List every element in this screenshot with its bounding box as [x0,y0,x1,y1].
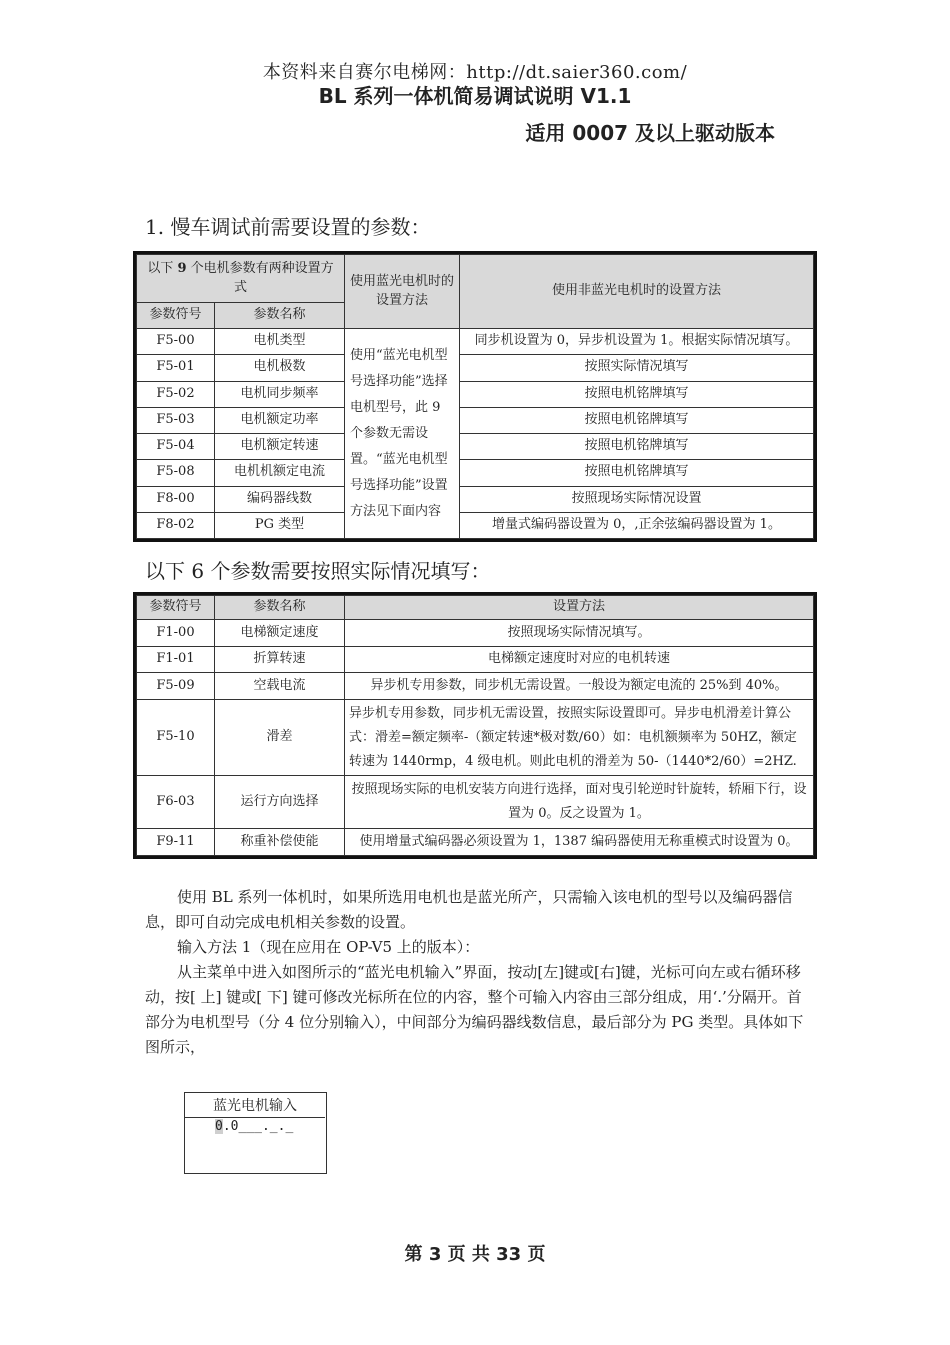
param-code: F9-11 [137,829,215,856]
blue-motor-method: 使用“蓝光电机型号选择功能”选择电机型号，此 9 个参数无需设置。“蓝光电机型号选择功能”设置方法见下面内容 [345,329,460,539]
source-line: 本资料来自赛尔电梯网：http://dt.saier360.com/ [262,62,688,83]
name-header: 参数名称 [215,303,345,329]
param-code: F5-04 [137,434,215,460]
param-method: 按照现场实际的电机安装方向进行选择，面对曳引轮逆时针旋转，轿厢下行，设置为 0。反之设置为 1。 [345,776,814,829]
param-code: F5-10 [137,699,215,775]
param-name: 称重补偿使能 [215,829,345,856]
param-method: 异步机专用参数，同步机无需设置。一般设为额定电流的 25%到 40%。 [345,673,814,700]
param-code: F5-01 [137,355,215,381]
param-method: 按照实际情况填写 [460,355,814,381]
param-method: 电梯额定速度时对应的电机转速 [345,646,814,673]
table-row [137,434,814,460]
doc-subtitle: 适用 0007 及以上驱动版本 [525,121,775,145]
table-row [137,776,814,829]
table-row [137,512,814,538]
table-row [137,460,814,486]
param-name: 运行方向选择 [215,776,345,829]
table-row [137,381,814,407]
code-header: 参数符号 [137,596,215,620]
blue-motor-header: 使用蓝光电机时的设置方法 [345,255,460,329]
table-row [137,699,814,775]
param-method: 增量式编码器设置为 0，,正余弦编码器设置为 1。 [460,512,814,538]
lcd-value [215,1119,293,1134]
lcd-screen [184,1092,327,1174]
param-method: 按照现场实际情况填写。 [345,620,814,647]
param-name: 滑差 [215,699,345,775]
intro-paragraph: 使用 BL 系列一体机时，如果所选用电机也是蓝光所产，只需输入该电机的型号以及编码器信息，即可自动完成电机相关参数的设置。 [145,888,793,931]
param-name: 电机额定功率 [215,407,345,433]
param-name: 电机极数 [215,355,345,381]
nonblue-motor-header: 使用非蓝光电机时的设置方法 [460,255,814,329]
param-method: 按照电机铭牌填写 [460,460,814,486]
param-code: F5-03 [137,407,215,433]
param-code: F5-00 [137,329,215,355]
table-group-header: 以下 9 个电机参数有两种设置方式 [137,255,345,303]
param-code: F8-02 [137,512,215,538]
lcd-value-rest: .0___._._ [222,1119,294,1134]
lcd-title: 蓝光电机输入 [185,1095,325,1118]
motor-params-table [133,251,817,542]
section-heading: 1. 慢车调试前需要设置的参数： [145,215,431,239]
input-method-heading: 输入方法 1（现在应用在 OP-V5 上的版本）： [177,938,480,956]
table-row [137,829,814,856]
param-code: F5-09 [137,673,215,700]
page-footer: 第 3 页 共 33 页 [404,1244,546,1265]
param-method: 同步机设置为 0，异步机设置为 1。根据实际情况填写。 [460,329,814,355]
param-method: 按照电机铭牌填写 [460,381,814,407]
param-method: 按照电机铭牌填写 [460,434,814,460]
table-row [137,407,814,433]
code-header: 参数符号 [137,303,215,329]
site-params-table [133,592,817,859]
param-name: 空载电流 [215,673,345,700]
param-method: 按照电机铭牌填写 [460,407,814,433]
param-name: 电机额定转速 [215,434,345,460]
table-row [137,486,814,512]
param-code: F1-01 [137,646,215,673]
lcd-cursor: 0 [215,1119,223,1134]
doc-title: BL 系列一体机简易调试说明 V1.1 [318,84,632,108]
param-method: 异步机专用参数，同步机无需设置，按照实际设置即可。异步电机滑差计算公式：滑差=额定频率-（额定转速*极对数/60）如：电机额频率为 50HZ，额定转速为 1440rmp，4 级电机。则此电机的滑差为 50-（1440*2/60）=2HZ. [345,699,814,775]
table-row [137,329,814,355]
param-code: F6-03 [137,776,215,829]
second-heading: 以下 6 个参数需要按照实际情况填写： [145,559,491,583]
param-method: 使用增量式编码器必须设置为 1，1387 编码器使用无称重模式时设置为 0。 [345,829,814,856]
table-row [137,646,814,673]
table-row [137,620,814,647]
param-code: F5-08 [137,460,215,486]
param-name: PG 类型 [215,512,345,538]
param-name: 电机机额定电流 [215,460,345,486]
input-method-description: 从主菜单中进入如图所示的“蓝光电机输入”界面，按动[左]键或[右]键，光标可向左或右循环移动，按[ 上] 键或[ 下] 键可修改光标所在位的内容，整个可输入内容由三部分组成，用‘.’分隔开。首部分为电机型号（分 4 位分别输入），中间部分为编码器线数信息，最后部分为 PG 类型。具体如下图所示， [145,963,804,1056]
table-row [137,355,814,381]
param-code: F1-00 [137,620,215,647]
param-name: 电梯额定速度 [215,620,345,647]
method-header: 设置方法 [345,596,814,620]
param-name: 电机类型 [215,329,345,355]
param-code: F8-00 [137,486,215,512]
param-name: 电机同步频率 [215,381,345,407]
name-header: 参数名称 [215,596,345,620]
param-method: 按照现场实际情况设置 [460,486,814,512]
param-name: 编码器线数 [215,486,345,512]
table-row [137,673,814,700]
param-name: 折算转速 [215,646,345,673]
param-code: F5-02 [137,381,215,407]
